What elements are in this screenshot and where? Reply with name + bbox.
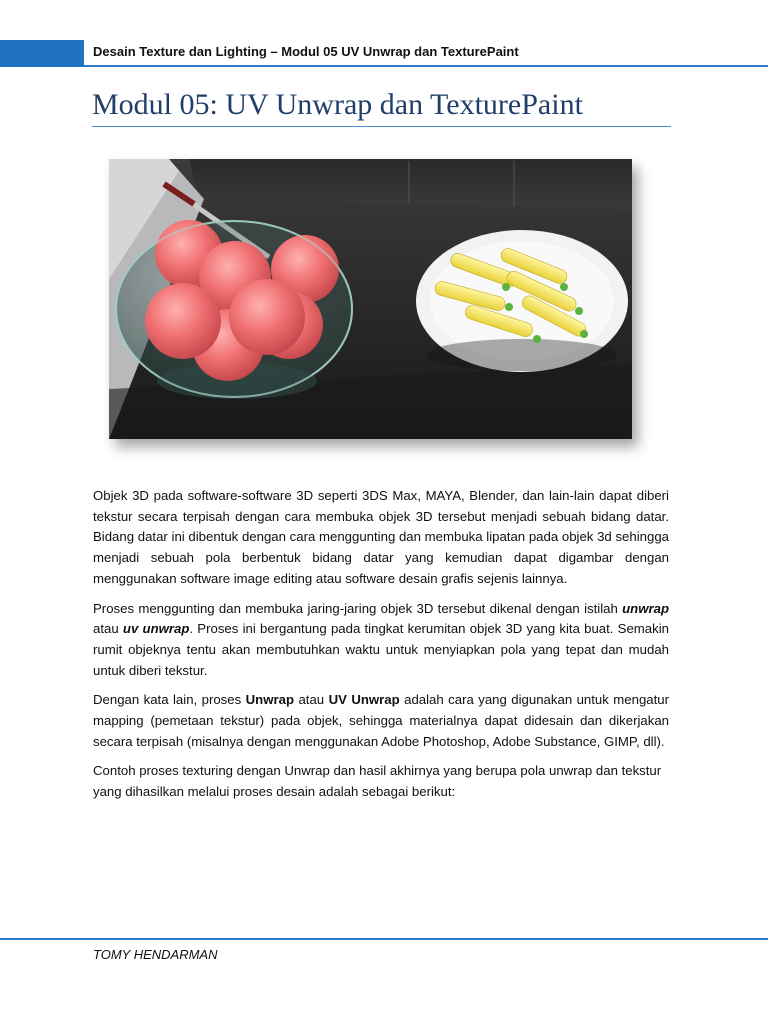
header-accent-block (0, 40, 84, 67)
paragraph-1: Objek 3D pada software-software 3D seperti 3DS Max, MAYA, Blender, dan lain-lain dapat diberi tekstur secara terpisah dengan cara membuka objek 3D tersebut menjadi sebuah bidang datar. Bidang datar ini dibentuk dengan cara menggunting dan membuka lipatan pada objek 3d sehingga menjadi sebuah pola berbentuk bidang datar yang kemudian dapat digambar dengan menggunakan software image editing atau software desain grafis sejenis lainnya. (93, 488, 669, 586)
paragraph-3: Dengan kata lain, proses Unwrap atau UV Unwrap adalah cara yang digunakan untuk mengatur mapping (pemetaan tekstur) pada objek, sehingga materialnya dapat didesain dan dikerjakan secara terpisah (misalnya dengan menggunakan Adobe Photoshop, Adobe Substance, GIMP, dll). (93, 692, 670, 749)
header-rule (84, 65, 768, 67)
paragraph-2: Proses menggunting dan membuka jaring-jaring objek 3D tersebut dikenal dengan istilah unwrap atau uv unwrap. Proses ini bergantung pada tingkat kerumitan objek 3D yang kita buat. Semakin rumit objeknya tentu akan membutuhkan waktu untuk menyiapkan pola yang tepat dan mudah untuk diberi tekstur. (93, 600, 669, 678)
running-header: Desain Texture dan Lighting – Modul 05 UV Unwrap dan TexturePaint (93, 44, 519, 59)
footer-author: TOMY HENDARMAN (93, 947, 218, 962)
paragraph-4: Contoh proses texturing dengan Unwrap dan hasil akhirnya yang berupa pola unwrap dan tekstur yang dihasilkan melalui proses desain adalah sebagai berikut: (93, 763, 662, 800)
footer-rule (0, 938, 768, 940)
render-figure (109, 159, 632, 439)
page-title: Modul 05: UV Unwrap dan TexturePaint (92, 88, 583, 121)
fruit-render-image (109, 159, 632, 439)
body-text (93, 486, 669, 812)
title-underline (92, 126, 671, 127)
